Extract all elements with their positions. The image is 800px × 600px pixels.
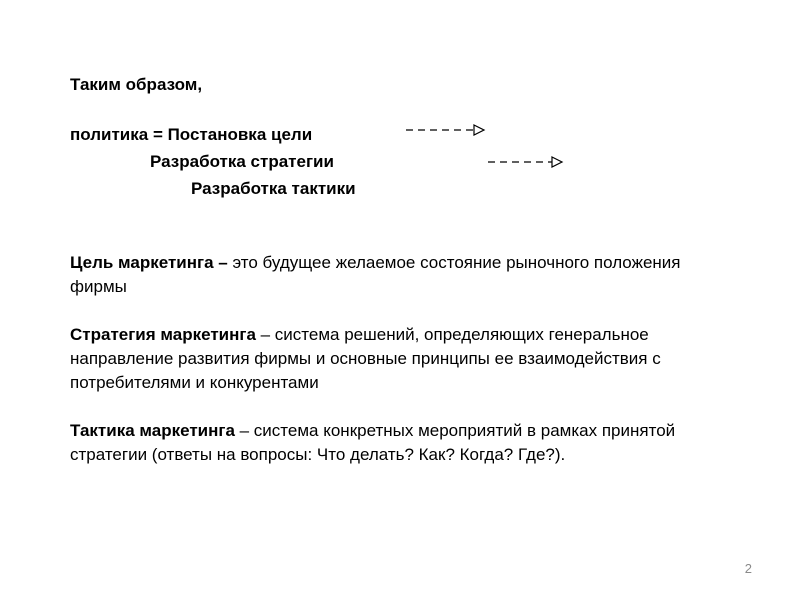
definition-term: Стратегия маркетинга — [70, 325, 256, 344]
definition-goal — [70, 251, 710, 299]
definition-term: Цель маркетинга – — [70, 253, 228, 272]
formula-line-tactics: Разработка тактики — [191, 179, 356, 198]
formula-line-goal: политика = Постановка цели — [70, 125, 313, 144]
page-number: 2 — [744, 561, 752, 576]
formula-line-strategy: Разработка стратегии — [150, 152, 334, 171]
definition-text: – система решений, определяющих генеральное направление развития фирмы и основные принципы ее взаимодействия с потребителями и конкурентами — [70, 325, 661, 392]
definition-text: – система конкретных мероприятий в рамках принятой стратегии (ответы на вопросы: Что делать? Как? Когда? Где?). — [70, 421, 676, 464]
dashed-arrow-icon — [486, 155, 576, 169]
definition-tactics — [70, 419, 710, 467]
definition-term: Тактика маркетинга — [70, 421, 235, 440]
dashed-arrow-icon — [404, 123, 494, 137]
definition-text: это будущее желаемое состояние рыночного положения фирмы — [70, 253, 681, 296]
intro-heading: Таким образом, — [70, 75, 203, 94]
definition-strategy — [70, 323, 710, 395]
